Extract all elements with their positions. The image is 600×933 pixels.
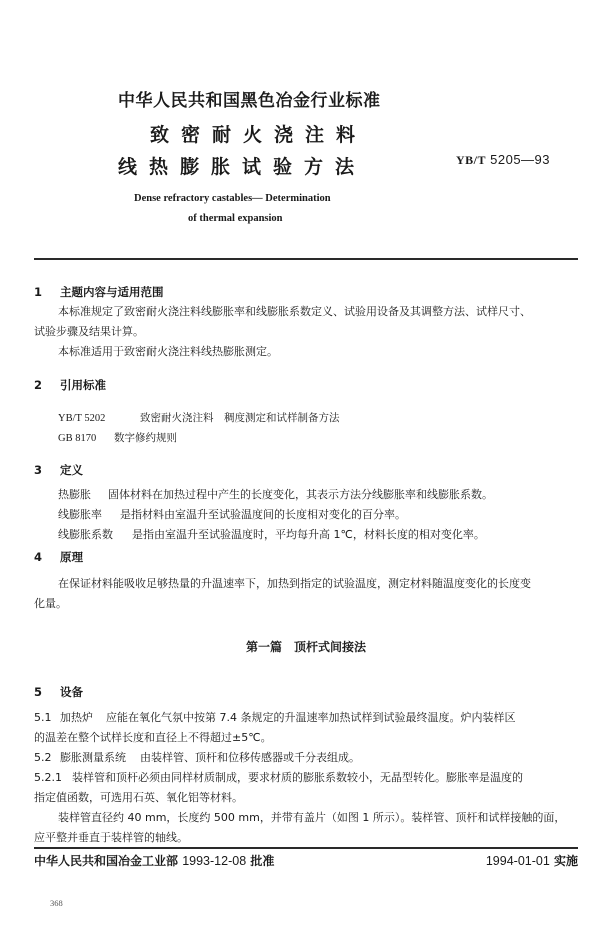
- paragraph: 化量。: [34, 597, 67, 610]
- title-en-line2: of thermal expansion: [188, 213, 283, 224]
- section-number: 4: [34, 550, 43, 564]
- part-title: 第一篇 顶杆式间接法: [245, 640, 366, 654]
- standard-code-number: 5205—93: [490, 152, 551, 167]
- section-number: 3: [34, 463, 43, 477]
- standard-code: [456, 152, 550, 168]
- definition-item: [58, 485, 493, 505]
- definition-item: [58, 525, 485, 545]
- section-title: 设备: [60, 685, 83, 699]
- clause-5-1: [34, 708, 515, 728]
- clause-continuation: 的温差在整个试样长度和直径上不得超过±5℃。: [34, 731, 272, 744]
- clause-text: 应能在氧化气氛中按第 7.4 条规定的升温速率加热试样到试验最终温度。炉内装样区: [106, 711, 516, 724]
- clause-5-2-1: [34, 768, 523, 788]
- clause-5-2: [34, 748, 360, 768]
- section-2-heading: [34, 377, 106, 393]
- definition-term: 线膨胀率: [58, 508, 102, 521]
- clause-number: 5.2: [34, 751, 52, 764]
- paragraph: 本标准适用于致密耐火浇注料线热膨胀测定。: [58, 345, 278, 358]
- definition-text: 是指材料由室温升至试验温度间的长度相对变化的百分率。: [120, 508, 406, 521]
- section-number: 5: [34, 685, 43, 699]
- definition-text: 固体材料在加热过程中产生的长度变化，其表示方法分线膨胀率和线膨胀系数。: [108, 488, 493, 501]
- definition-text: 是指由室温升至试验温度时，平均每升高 1℃，材料长度的相对变化率。: [132, 528, 485, 541]
- footer-divider: [34, 847, 578, 849]
- approval-info: [34, 852, 274, 869]
- paragraph: 应平整并垂直于装样管的轴线。: [34, 831, 188, 844]
- clause-label: 膨胀测量系统: [60, 751, 126, 764]
- title-cn-line2: 线热膨胀试验方法: [118, 156, 367, 178]
- definition-item: [58, 505, 406, 525]
- definition-term: 热膨胀: [58, 488, 91, 501]
- paragraph: 本标准规定了致密耐火浇注料线膨胀率和线膨胀系数定义、试验用设备及其调整方法、试样尺寸、: [58, 305, 531, 318]
- section-title: 定义: [60, 463, 83, 477]
- section-3-heading: [34, 462, 83, 478]
- reference-item: [58, 410, 340, 425]
- title-cn-line1: 致密耐火浇注料: [150, 124, 368, 146]
- section-title: 引用标准: [60, 378, 106, 392]
- reference-code: GB 8170: [58, 433, 97, 444]
- section-number: 2: [34, 378, 43, 392]
- clause-continuation: 指定值函数，可选用石英、氧化铝等材料。: [34, 791, 243, 804]
- reference-title: 致密耐火浇注料 稠度测定和试样制备方法: [140, 412, 340, 424]
- standard-code-prefix: YB/T: [456, 153, 487, 167]
- approve-date: 1993-12-08: [182, 854, 247, 868]
- page-number: 368: [50, 898, 63, 908]
- effective-label: 实施: [553, 854, 578, 868]
- paragraph: 在保证材料能吸收足够热量的升温速率下，加热到指定的试验温度，测定材料随温度变化的长度变: [58, 577, 531, 590]
- reference-item: [58, 430, 177, 445]
- section-1-heading: [34, 284, 164, 300]
- section-5-heading: [34, 684, 83, 700]
- section-title: 主题内容与适用范围: [60, 285, 164, 299]
- reference-code: YB/T 5202: [58, 413, 106, 424]
- clause-text: 由装样管、顶杆和位移传感器或千分表组成。: [140, 751, 360, 764]
- approve-label: 批准: [250, 854, 275, 868]
- clause-text: 装样管和顶杆必须由同样材质制成，要求材质的膨胀系数较小，无晶型转化。膨胀率是温度的: [72, 771, 523, 784]
- paragraph: 试验步骤及结果计算。: [34, 325, 144, 338]
- clause-label: 加热炉: [60, 711, 93, 724]
- paragraph: 装样管直径约 40 mm，长度约 500 mm，并带有盖片（如图 1 所示）。装样管、顶杆和试样接触的面，: [58, 811, 566, 824]
- header-divider: [34, 258, 578, 260]
- clause-number: 5.1: [34, 711, 52, 724]
- effective-info: [486, 852, 578, 869]
- clause-number: 5.2.1: [34, 771, 62, 784]
- section-title: 原理: [60, 550, 83, 564]
- definition-term: 线膨胀系数: [58, 528, 113, 541]
- effective-date: 1994-01-01: [485, 854, 550, 868]
- issuing-organization: 中华人民共和国黑色冶金行业标准: [118, 91, 381, 111]
- reference-title: 数字修约规则: [114, 432, 177, 444]
- approver: 中华人民共和国冶金工业部: [34, 854, 179, 868]
- section-4-heading: [34, 549, 83, 565]
- title-en-line1: Dense refractory castables— Determination: [134, 193, 331, 204]
- section-number: 1: [34, 285, 43, 299]
